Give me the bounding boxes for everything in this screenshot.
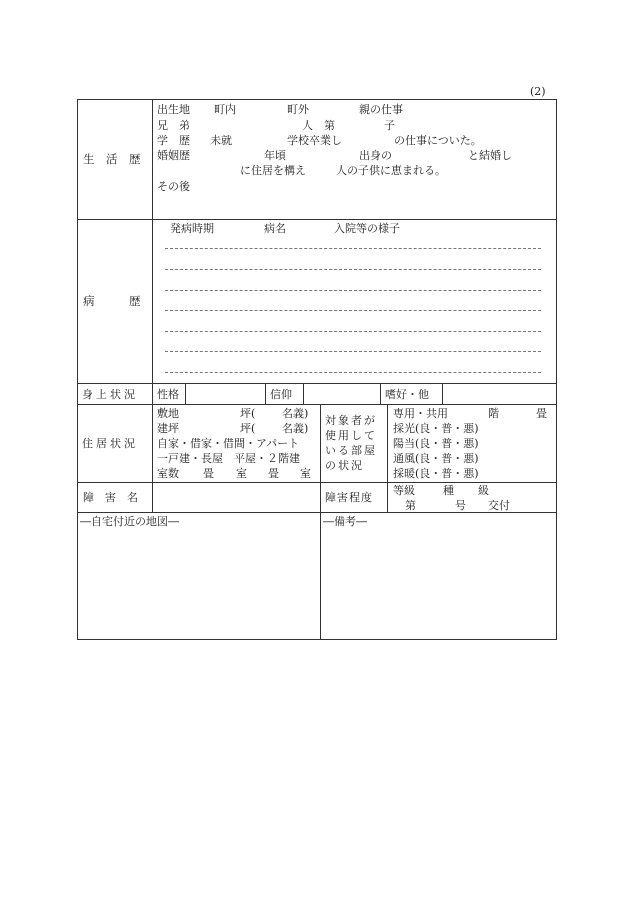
- disability-label: 障 害 名: [83, 491, 138, 504]
- level-label: 級: [478, 484, 489, 497]
- siblings-child-label: 子: [384, 119, 395, 132]
- disability-degree-label: 障害程度: [325, 491, 373, 504]
- number-prefix-label: 第: [405, 499, 416, 512]
- education-grad-label: 学校卒業し: [287, 134, 342, 147]
- sunlight-label: 陽当(良・普・悪): [393, 437, 479, 450]
- marriage-year-label: 年頃: [264, 149, 286, 162]
- marriage-married-label: と結婚し: [468, 149, 512, 162]
- hobby-left-divider: [380, 383, 381, 404]
- faith-right-divider: [303, 383, 304, 404]
- kind-label: 種: [443, 484, 454, 497]
- grade-label: 等級: [393, 484, 415, 497]
- floor-label: 階: [488, 407, 499, 420]
- mat-label: 畳: [536, 407, 547, 420]
- row-divider-housing: [77, 482, 556, 483]
- map-label: ―自宅付近の地図―: [80, 515, 179, 528]
- site-nominee-label: 名義): [282, 407, 309, 420]
- medical-line-7: [165, 372, 541, 373]
- ownership-label: 自家・借家・借間・アパート: [157, 437, 300, 450]
- heating-label: 採暖(良・普・悪): [393, 467, 479, 480]
- number-suffix-label: 号: [455, 499, 466, 512]
- rooms-tatami-label-2: 畳: [268, 467, 279, 480]
- site-label: 敷地: [157, 407, 179, 420]
- housing-right-divider: [387, 404, 388, 512]
- form-table: [77, 99, 557, 640]
- marriage-origin-label: 出身の: [359, 149, 392, 162]
- medical-line-6: [165, 351, 541, 352]
- row-divider-life: [77, 219, 556, 220]
- row-divider-medical: [77, 383, 556, 384]
- row-divider-disability: [77, 512, 556, 513]
- medical-line-5: [165, 331, 541, 332]
- shared-label: 専用・共用: [393, 407, 448, 420]
- marriage-label: 婚姻歴: [157, 149, 190, 162]
- town-out-label: 町外: [287, 103, 309, 116]
- town-in-label: 町内: [214, 103, 236, 116]
- personality-label: 性格: [157, 388, 179, 401]
- personal-label: 身上状況: [82, 388, 138, 401]
- medical-line-2: [165, 269, 541, 270]
- house-type-label: 一戸建・長屋 平屋・２階建: [157, 452, 300, 465]
- birthplace-label: 出生地: [157, 103, 190, 116]
- medical-history-label: 病 歴: [83, 294, 141, 308]
- target-room-label: 対象者が使用している部屋の状況: [325, 414, 377, 472]
- housing-label: 住居状況: [82, 437, 138, 450]
- hospitalization-label: 入院等の様子: [334, 222, 400, 235]
- faith-label: 信仰: [270, 388, 292, 401]
- children-label: 人の子供に恵まれる。: [336, 164, 446, 177]
- education-label: 学 歴: [157, 134, 190, 147]
- label-column-divider: [152, 99, 153, 512]
- issued-label: 交付: [488, 499, 510, 512]
- building-nominee-label: 名義): [282, 422, 309, 435]
- building-label: 建坪: [157, 422, 179, 435]
- education-job-label: の仕事についた。: [394, 134, 482, 147]
- medical-line-3: [165, 290, 541, 291]
- after-label: その後: [157, 180, 190, 193]
- ventilation-label: 通風(良・普・悪): [393, 452, 479, 465]
- siblings-count-label: 人 第: [302, 119, 335, 132]
- page-number: (2): [530, 85, 546, 98]
- rooms-tatami-label-1: 畳: [203, 467, 214, 480]
- disease-label: 病名: [264, 222, 286, 235]
- siblings-label: 兄 弟: [157, 119, 190, 132]
- rooms-room-label-1: 室: [236, 467, 247, 480]
- residence-label: に住居を構え: [240, 164, 306, 177]
- onset-label: 発病時期: [170, 222, 214, 235]
- hobby-right-divider: [442, 383, 443, 404]
- building-tsubo-label: 坪(: [240, 422, 256, 435]
- hobbies-label: 嗜好・他: [385, 388, 429, 401]
- medical-line-1: [165, 248, 541, 249]
- parent-job-label: 親の仕事: [359, 103, 403, 116]
- lighting-label: 採光(良・普・悪): [393, 422, 479, 435]
- rooms-room-label-2: 室: [300, 467, 311, 480]
- faith-left-divider: [265, 383, 266, 404]
- life-history-label: 生 活 歴: [83, 152, 141, 166]
- education-none-label: 未就: [210, 134, 232, 147]
- notes-label: ―備考―: [323, 515, 367, 528]
- rooms-label: 室数: [157, 467, 179, 480]
- housing-mid-divider: [320, 404, 321, 639]
- medical-line-4: [165, 310, 541, 311]
- site-tsubo-label: 坪(: [240, 407, 256, 420]
- row-divider-personal: [77, 404, 556, 405]
- personality-divider: [185, 383, 186, 404]
